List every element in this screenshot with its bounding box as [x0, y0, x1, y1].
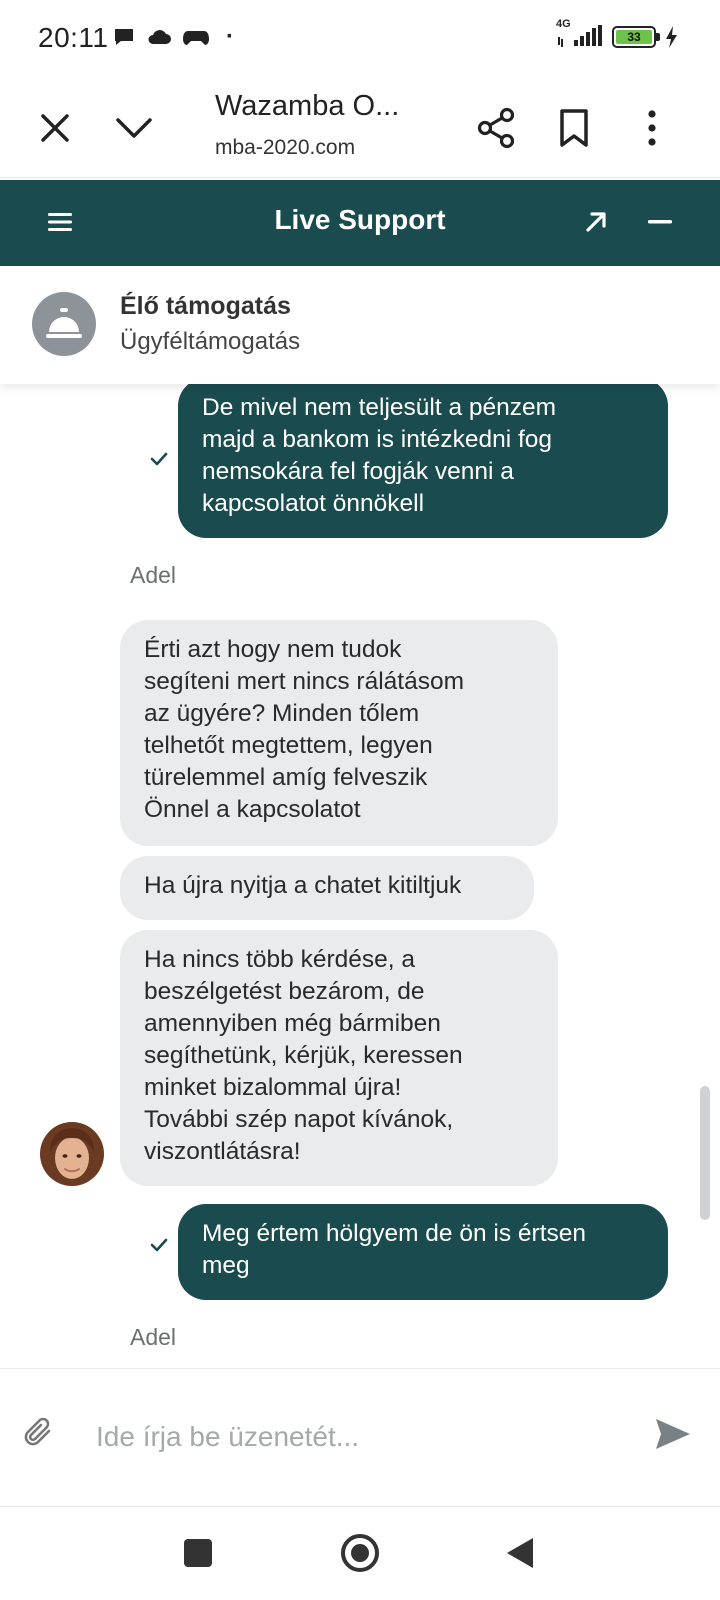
sender-name: Adel	[130, 562, 177, 588]
signal-icon	[556, 24, 604, 50]
signal-strength	[556, 18, 604, 50]
system-icons	[556, 18, 680, 50]
more-notifications-dot: ·	[226, 23, 234, 50]
system-navigation-bar	[0, 1506, 720, 1600]
delivered-check-icon	[150, 1238, 168, 1252]
more-vertical-icon	[646, 110, 658, 146]
cloud-icon	[146, 27, 172, 47]
charging-icon	[664, 25, 680, 49]
bookmark-button[interactable]	[546, 100, 602, 156]
support-header	[0, 180, 720, 266]
browser-toolbar	[0, 78, 720, 178]
message-outgoing: Meg értem hölgyem de ön is értsen meg	[178, 1204, 668, 1300]
page-title: Wazamba O...	[215, 90, 400, 122]
status-time: 20:11	[38, 22, 109, 53]
arrow-up-right-icon	[584, 210, 608, 234]
agent-avatar	[32, 292, 96, 356]
agent-photo	[40, 1122, 104, 1186]
message-incoming: Ha újra nyitja a chatet kitiltjuk	[120, 856, 534, 920]
home-circle-icon	[340, 1533, 380, 1573]
square-icon	[183, 1538, 213, 1568]
send-button[interactable]	[654, 1417, 694, 1457]
paperclip-icon	[22, 1415, 58, 1451]
notification-icons	[112, 23, 234, 50]
chat-scrollbar[interactable]	[700, 1086, 710, 1220]
status-bar	[0, 0, 720, 78]
support-title: Live Support	[274, 204, 446, 235]
chat-messages[interactable]	[0, 384, 720, 1368]
share-button[interactable]	[468, 100, 524, 156]
sender-name: Adel	[130, 1324, 177, 1350]
more-options-button[interactable]	[624, 100, 680, 156]
delivered-check-icon	[150, 452, 168, 466]
message-incoming: Érti azt hogy nem tudok segíteni mert nincs rálátásom az ügyére? Minden tőlem telhetőt megtettem, legyen türelemmel amíg felveszik Önnel a kapcsolatot	[120, 620, 558, 846]
minimize-tab-button[interactable]	[106, 100, 162, 156]
minus-icon	[648, 219, 672, 225]
bookmark-icon	[558, 108, 590, 148]
agent-info	[0, 266, 720, 384]
close-icon	[39, 112, 71, 144]
chat-icon	[112, 26, 136, 48]
chevron-down-icon	[115, 116, 153, 140]
battery-icon	[612, 26, 656, 48]
send-icon	[654, 1417, 692, 1451]
back-triangle-icon	[505, 1536, 535, 1570]
recents-button[interactable]	[174, 1529, 222, 1577]
gamepad-icon	[182, 26, 210, 48]
share-icon	[475, 107, 517, 149]
message-composer	[0, 1368, 720, 1506]
agent-name: Élő támogatás	[120, 292, 291, 320]
attach-button[interactable]	[22, 1415, 62, 1455]
message-incoming: Ha nincs több kérdése, a beszélgetést bezárom, de amennyiben még bármiben segíthetünk, kérjük, keressen minket bizalommal újra! További szép napot kívánok, viszontlátásra!	[120, 930, 558, 1186]
page-url[interactable]: mba-2020.com	[215, 136, 356, 159]
message-outgoing: De mivel nem teljesült a pénzem majd a bankom is intézkedni fog nemsokára fel fogják venni a kapcsolatot önnökell	[178, 384, 668, 538]
home-button[interactable]	[336, 1529, 384, 1577]
back-button[interactable]	[496, 1529, 544, 1577]
popout-button[interactable]	[574, 200, 618, 244]
service-bell-icon	[44, 306, 84, 342]
battery-level: 33	[616, 30, 652, 44]
minimize-chat-button[interactable]	[638, 200, 682, 244]
message-input[interactable]	[96, 1415, 636, 1459]
network-type: 4G	[556, 18, 571, 30]
agent-photo-avatar	[40, 1122, 104, 1186]
close-tab-button[interactable]	[27, 100, 83, 156]
agent-subtitle: Ügyféltámogatás	[120, 328, 301, 355]
